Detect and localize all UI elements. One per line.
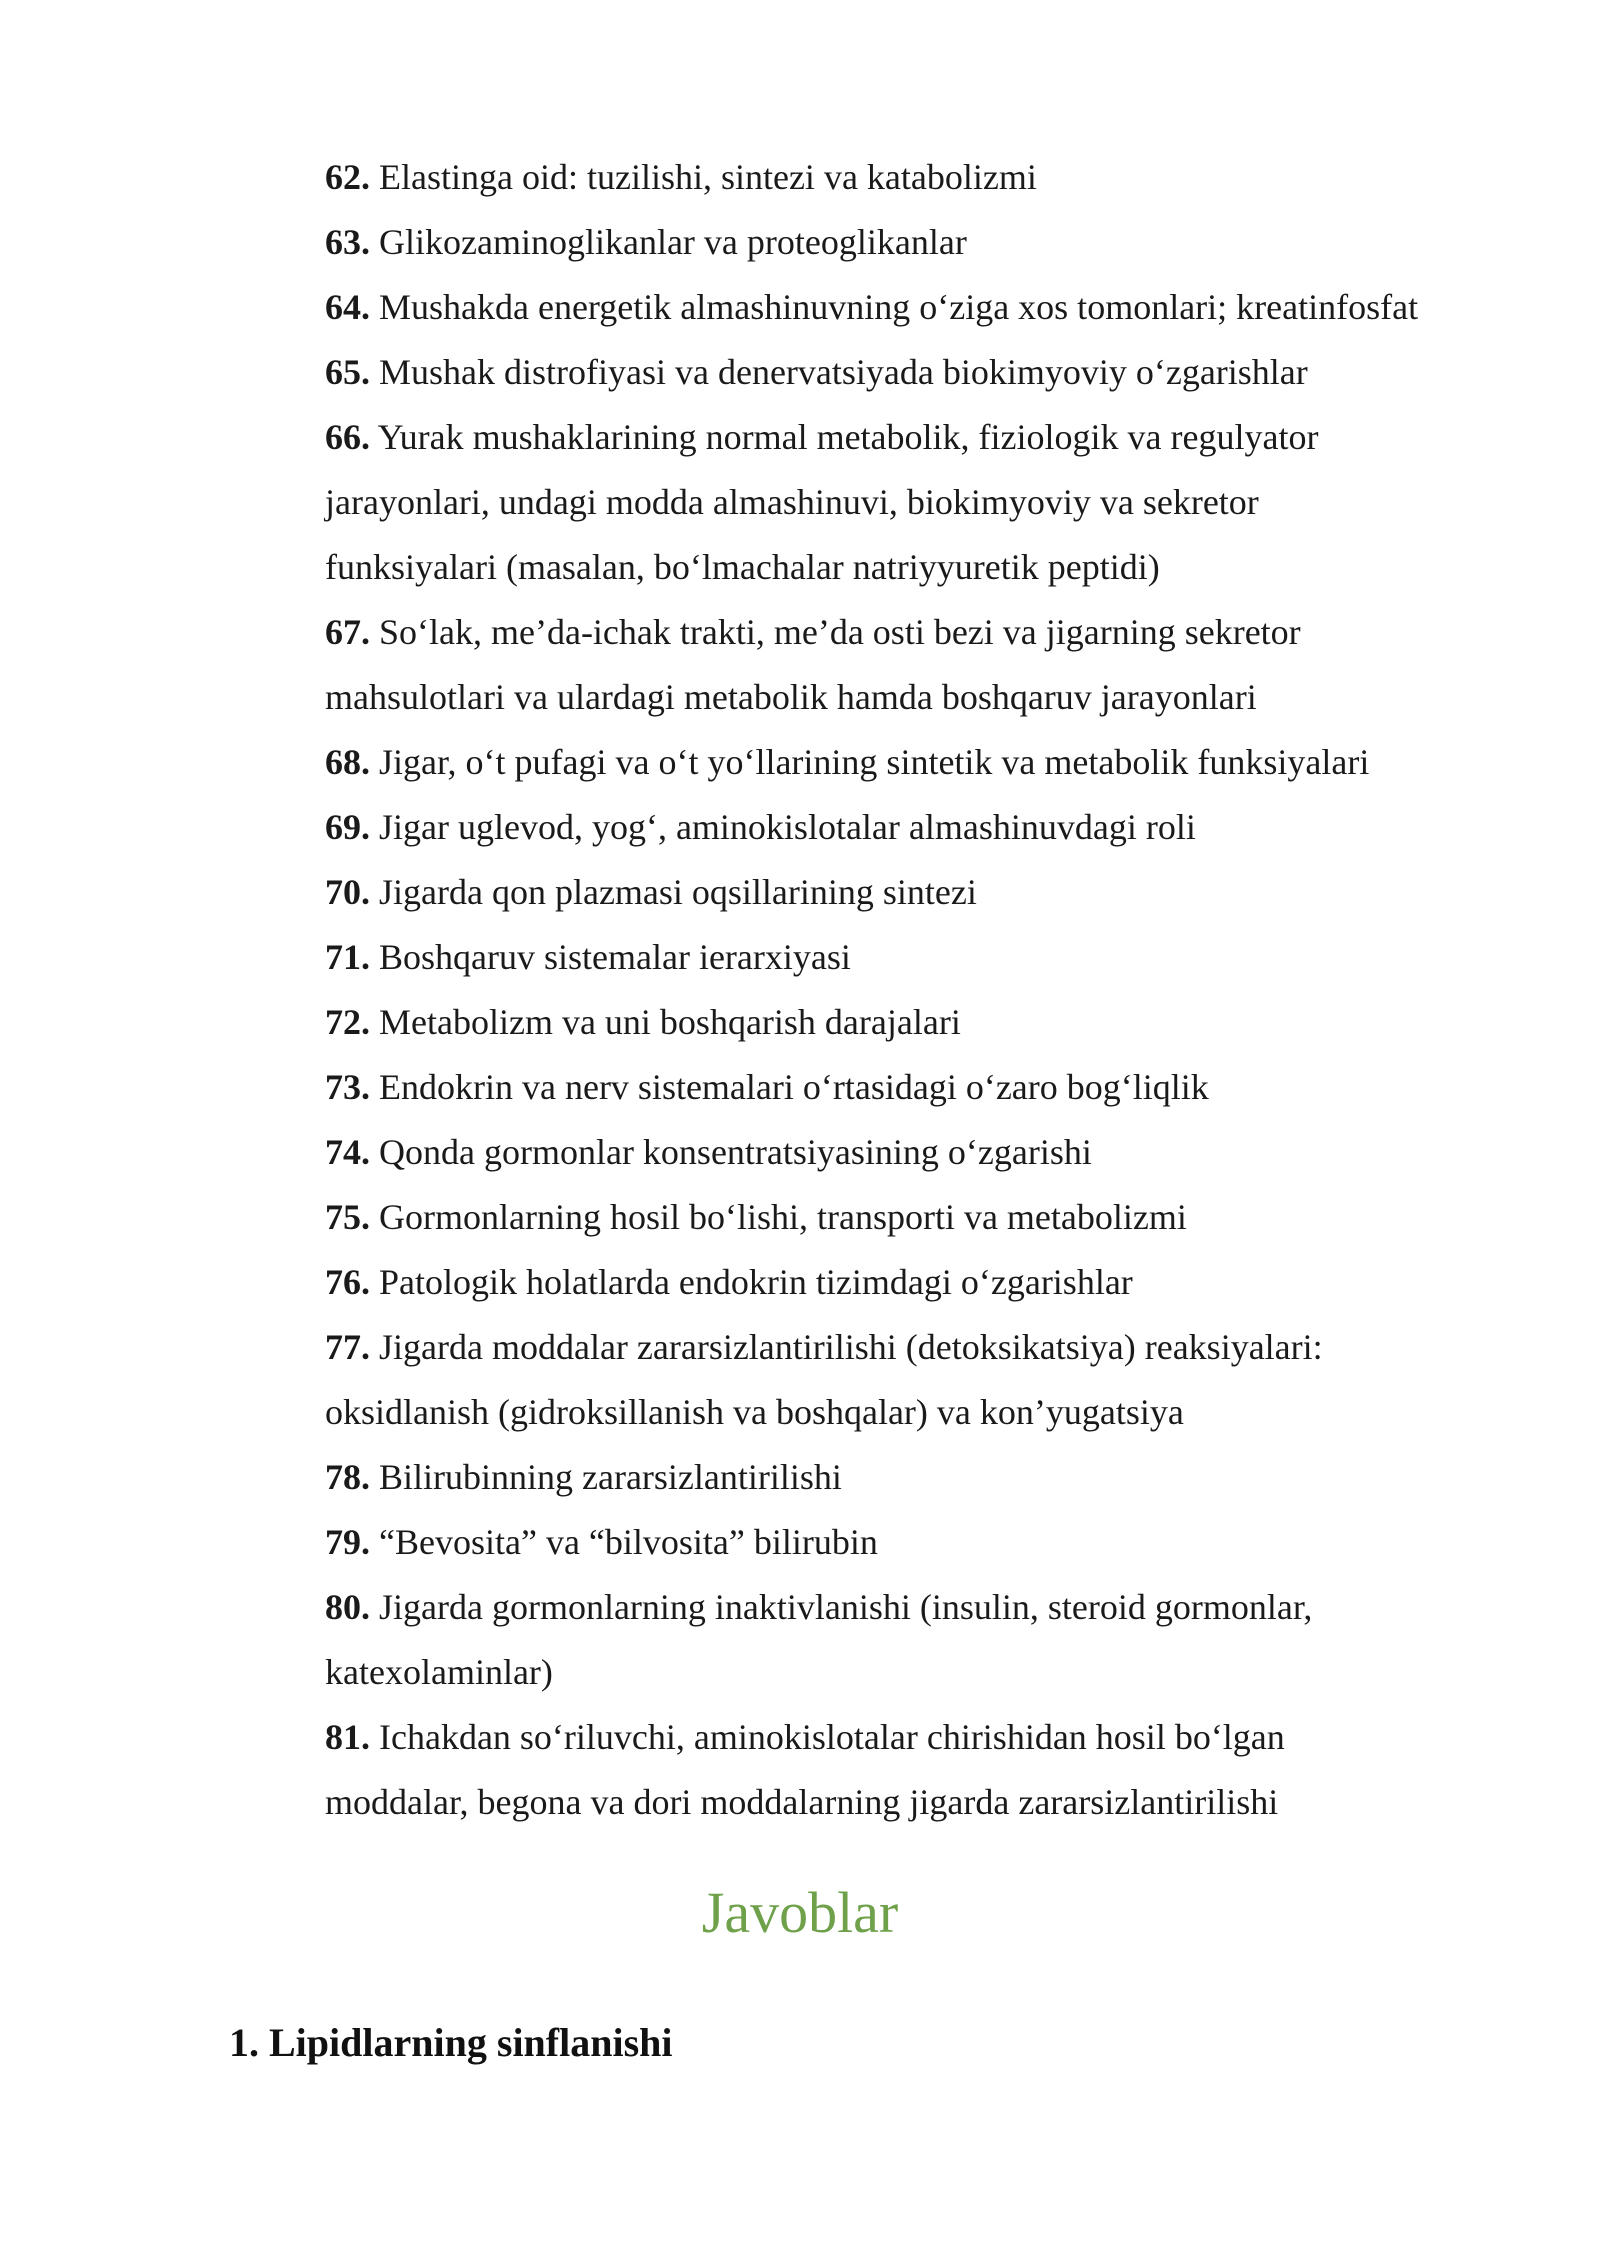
list-item-number: 81. — [325, 1717, 370, 1757]
list-item-number: 71. — [325, 937, 370, 977]
list-item-line — [325, 925, 1505, 990]
question-list — [325, 145, 1505, 1835]
list-item — [325, 860, 1505, 925]
list-item-number: 78. — [325, 1457, 370, 1497]
list-item — [325, 1120, 1505, 1185]
list-item-text: Jigarda moddalar zararsizlantirilishi (detoksikatsiya) reaksiyalari: — [370, 1327, 1323, 1367]
list-item-line — [325, 1770, 1505, 1835]
list-item-text: Yurak mushaklarining normal metabolik, fiziologik va regulyator — [370, 417, 1319, 457]
list-item — [325, 925, 1505, 990]
list-item-text: Jigarda gormonlarning inaktivlanishi (insulin, steroid gormonlar, — [370, 1587, 1313, 1627]
list-item-line — [325, 600, 1505, 665]
list-item — [325, 1445, 1505, 1510]
list-item-text: katexolaminlar) — [325, 1652, 553, 1692]
list-item — [325, 1575, 1505, 1705]
list-item-text: moddalar, begona va dori moddalarning jigarda zararsizlantirilishi — [325, 1782, 1279, 1822]
list-item — [325, 1315, 1505, 1445]
list-item-text: Jigarda qon plazmasi oqsillarining sintezi — [370, 872, 977, 912]
list-item-text: Gormonlarning hosil bo‘lishi, transporti va metabolizmi — [370, 1197, 1187, 1237]
list-item — [325, 1185, 1505, 1250]
list-item-line — [325, 795, 1505, 860]
list-item-line — [325, 990, 1505, 1055]
list-item-line — [325, 1510, 1505, 1575]
list-item-text: Jigar uglevod, yog‘, aminokislotalar almashinuvdagi roli — [370, 807, 1196, 847]
list-item-line — [325, 1640, 1505, 1705]
list-item-text: So‘lak, me’da-ichak trakti, me’da osti bezi va jigarning sekretor — [370, 612, 1301, 652]
list-item-line — [325, 470, 1505, 535]
list-item-line — [325, 1575, 1505, 1640]
answer-subheading: 1. Lipidlarning sinflanishi — [229, 2020, 673, 2065]
list-item-text: Metabolizm va uni boshqarish darajalari — [370, 1002, 961, 1042]
list-item-text: Qonda gormonlar konsentratsiyasining o‘zgarishi — [370, 1132, 1092, 1172]
list-item-line — [325, 210, 1505, 275]
list-item-number: 64. — [325, 287, 370, 327]
list-item-text: jarayonlari, undagi modda almashinuvi, biokimyoviy va sekretor — [325, 482, 1259, 522]
list-item-text: funksiyalari (masalan, bo‘lmachalar natriyyuretik peptidi) — [325, 547, 1160, 587]
list-item-line — [325, 1380, 1505, 1445]
list-item-text: Mushakda energetik almashinuvning o‘ziga xos tomonlari; kreatinfosfat — [370, 287, 1419, 327]
list-item-text: “Bevosita” va “bilvosita” bilirubin — [370, 1522, 878, 1562]
list-item — [325, 600, 1505, 730]
list-item — [325, 795, 1505, 860]
list-item-number: 79. — [325, 1522, 370, 1562]
list-item-number: 72. — [325, 1002, 370, 1042]
list-item-line — [325, 1445, 1505, 1510]
list-item-number: 77. — [325, 1327, 370, 1367]
list-item-line — [325, 1055, 1505, 1120]
list-item — [325, 210, 1505, 275]
list-item-line — [325, 1120, 1505, 1185]
list-item-line — [325, 860, 1505, 925]
list-item — [325, 990, 1505, 1055]
list-item-number: 75. — [325, 1197, 370, 1237]
list-item — [325, 1510, 1505, 1575]
section-heading: Javoblar — [701, 1880, 899, 1945]
list-item-line — [325, 1250, 1505, 1315]
list-item-text: Patologik holatlarda endokrin tizimdagi o‘zgarishlar — [370, 1262, 1133, 1302]
list-item-line — [325, 665, 1505, 730]
list-item-number: 65. — [325, 352, 370, 392]
list-item-number: 68. — [325, 742, 370, 782]
list-item — [325, 405, 1505, 600]
list-item-line — [325, 145, 1505, 210]
list-item-line — [325, 405, 1505, 470]
list-item-number: 76. — [325, 1262, 370, 1302]
list-item-text: oksidlanish (gidroksillanish va boshqalar) va kon’yugatsiya — [325, 1392, 1184, 1432]
list-item — [325, 1705, 1505, 1835]
list-item — [325, 275, 1505, 340]
list-item-number: 70. — [325, 872, 370, 912]
list-item-line — [325, 340, 1505, 405]
list-item-line — [325, 535, 1505, 600]
list-item-text: Boshqaruv sistemalar ierarxiyasi — [370, 937, 851, 977]
list-item-line — [325, 1315, 1505, 1380]
list-item-text: Glikozaminoglikanlar va proteoglikanlar — [370, 222, 967, 262]
list-item — [325, 1055, 1505, 1120]
list-item-number: 63. — [325, 222, 370, 262]
list-item — [325, 145, 1505, 210]
list-item-text: mahsulotlari va ulardagi metabolik hamda boshqaruv jarayonlari — [325, 677, 1257, 717]
list-item-text: Ichakdan so‘riluvchi, aminokislotalar chirishidan hosil bo‘lgan — [370, 1717, 1285, 1757]
list-item-number: 73. — [325, 1067, 370, 1107]
list-item-number: 66. — [325, 417, 370, 457]
list-item-text: Mushak distrofiyasi va denervatsiyada biokimyoviy o‘zgarishlar — [370, 352, 1308, 392]
list-item-text: Endokrin va nerv sistemalari o‘rtasidagi o‘zaro bog‘liqlik — [370, 1067, 1209, 1107]
list-item-line — [325, 1705, 1505, 1770]
list-item — [325, 340, 1505, 405]
list-item-text: Bilirubinning zararsizlantirilishi — [370, 1457, 842, 1497]
list-item — [325, 1250, 1505, 1315]
list-item-line — [325, 1185, 1505, 1250]
list-item-text: Elastinga oid: tuzilishi, sintezi va katabolizmi — [370, 157, 1037, 197]
list-item-number: 74. — [325, 1132, 370, 1172]
list-item-number: 62. — [325, 157, 370, 197]
list-item-number: 67. — [325, 612, 370, 652]
list-item — [325, 730, 1505, 795]
list-item-line — [325, 730, 1505, 795]
list-item-line — [325, 275, 1505, 340]
list-item-number: 80. — [325, 1587, 370, 1627]
list-item-text: Jigar, o‘t pufagi va o‘t yo‘llarining sintetik va metabolik funksiyalari — [370, 742, 1370, 782]
list-item-number: 69. — [325, 807, 370, 847]
